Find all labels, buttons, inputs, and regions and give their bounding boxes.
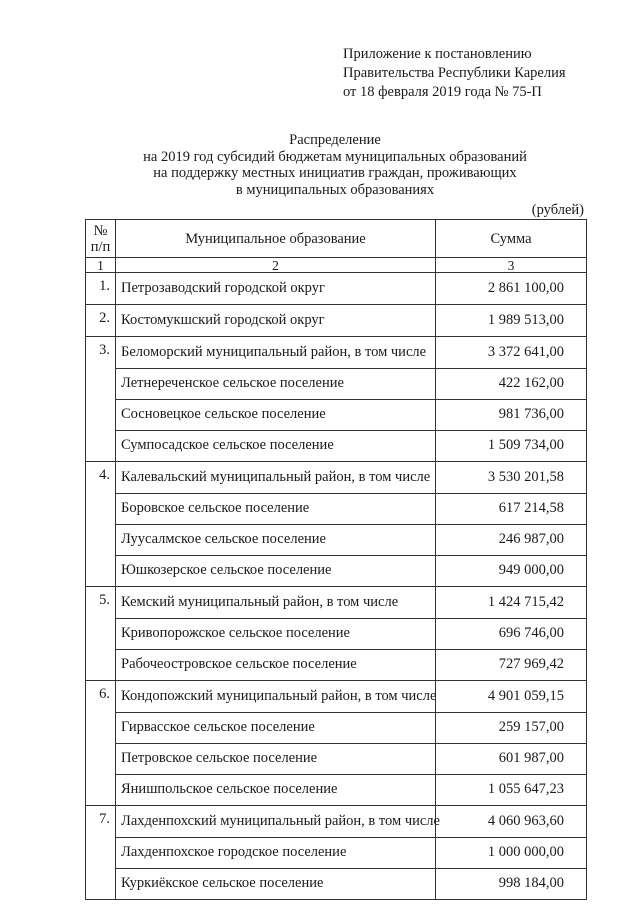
row-number: 4.: [86, 462, 116, 494]
row-sum: 4 060 963,60: [436, 806, 587, 838]
table-row: [86, 743, 587, 774]
row-sum: 1 055 647,23: [436, 774, 587, 806]
row-sum: 1 989 513,00: [436, 305, 587, 337]
row-name: Боровское сельское поселение: [116, 493, 436, 524]
table-row: [86, 618, 587, 649]
appendix-line: от 18 февраля 2019 года № 75-П: [343, 84, 542, 100]
title-line: на поддержку местных инициатив граждан, проживающих: [153, 165, 517, 181]
row-number: 7.: [86, 806, 116, 838]
row-sum: 949 000,00: [436, 555, 587, 587]
row-name: Куркиёкское сельское поселение: [116, 868, 436, 900]
table-row: [86, 868, 587, 900]
appendix-header: [343, 45, 566, 102]
appendix-line: Приложение к постановлению: [343, 46, 532, 62]
row-sum: 2 861 100,00: [436, 273, 587, 305]
row-number: 5.: [86, 587, 116, 619]
row-sum: 696 746,00: [436, 618, 587, 649]
table-row: [86, 587, 587, 619]
row-name: Летнереченское сельское поселение: [116, 368, 436, 399]
unit-label: (рублей): [531, 202, 584, 218]
table-row: [86, 649, 587, 681]
table-row: [86, 555, 587, 587]
document-title: [80, 132, 590, 198]
column-number: 1: [86, 258, 116, 273]
row-name: Сумпосадское сельское поселение: [116, 430, 436, 462]
table-row: [86, 837, 587, 868]
table-row: [86, 806, 587, 838]
row-sum: 727 969,42: [436, 649, 587, 681]
row-number: [86, 618, 116, 649]
row-number: [86, 524, 116, 555]
table-row: [86, 774, 587, 806]
row-number: [86, 399, 116, 430]
row-number: [86, 430, 116, 462]
table-row: [86, 305, 587, 337]
table-row: [86, 399, 587, 430]
row-number: [86, 868, 116, 900]
appendix-line: Правительства Республики Карелия: [343, 65, 566, 81]
row-number: [86, 774, 116, 806]
row-name: Гирвасское сельское поселение: [116, 712, 436, 743]
row-number: [86, 712, 116, 743]
table-row: [86, 712, 587, 743]
row-name: Петрозаводский городской округ: [116, 273, 436, 305]
row-sum: 246 987,00: [436, 524, 587, 555]
row-sum: 601 987,00: [436, 743, 587, 774]
subsidy-table: [85, 219, 587, 900]
table-row: [86, 681, 587, 713]
row-name: Кемский муниципальный район, в том числе: [116, 587, 436, 619]
table-row: [86, 337, 587, 369]
row-name: Янишпольское сельское поселение: [116, 774, 436, 806]
row-sum: 3 372 641,00: [436, 337, 587, 369]
row-sum: 1 509 734,00: [436, 430, 587, 462]
table-body: [86, 273, 587, 900]
row-sum: 259 157,00: [436, 712, 587, 743]
row-name: Костомукшский городской округ: [116, 305, 436, 337]
row-name: Лахденпохское городское поселение: [116, 837, 436, 868]
row-name: Луусалмское сельское поселение: [116, 524, 436, 555]
row-name: Лахденпохский муниципальный район, в том числе: [116, 806, 436, 838]
row-name: Калевальский муниципальный район, в том числе: [116, 462, 436, 494]
table-row: [86, 524, 587, 555]
row-sum: 1 000 000,00: [436, 837, 587, 868]
title-line: на 2019 год субсидий бюджетам муниципальных образований: [143, 148, 527, 165]
row-sum: 3 530 201,58: [436, 462, 587, 494]
title-line: в муниципальных образованиях: [235, 181, 435, 198]
row-name: Рабочеостровское сельское поселение: [116, 649, 436, 681]
table-row: [86, 462, 587, 494]
row-sum: 617 214,58: [436, 493, 587, 524]
table-row: [86, 273, 587, 305]
row-number: 2.: [86, 305, 116, 337]
row-number: [86, 555, 116, 587]
column-number: 3: [436, 258, 587, 273]
row-name: Беломорский муниципальный район, в том числе: [116, 337, 436, 369]
row-number: 1.: [86, 273, 116, 305]
table-row: [86, 493, 587, 524]
header-num: № п/п: [86, 220, 116, 258]
title-line: Распределение: [289, 132, 381, 148]
header-sum: Сумма: [436, 220, 587, 258]
row-number: [86, 493, 116, 524]
row-number: [86, 837, 116, 868]
row-number: [86, 649, 116, 681]
row-sum: 998 184,00: [436, 868, 587, 900]
row-sum: 4 901 059,15: [436, 681, 587, 713]
row-sum: 1 424 715,42: [436, 587, 587, 619]
column-number-row: [86, 258, 587, 273]
row-name: Петровское сельское поселение: [116, 743, 436, 774]
column-number: 2: [116, 258, 436, 273]
row-number: 6.: [86, 681, 116, 713]
row-name: Юшкозерское сельское поселение: [116, 555, 436, 587]
table-row: [86, 368, 587, 399]
row-sum: 981 736,00: [436, 399, 587, 430]
header-name: Муниципальное образование: [116, 220, 436, 258]
row-number: [86, 368, 116, 399]
row-name: Кондопожский муниципальный район, в том числе: [116, 681, 436, 713]
row-number: [86, 743, 116, 774]
row-name: Кривопорожское сельское поселение: [116, 618, 436, 649]
row-number: 3.: [86, 337, 116, 369]
row-name: Сосновецкое сельское поселение: [116, 399, 436, 430]
row-sum: 422 162,00: [436, 368, 587, 399]
table-row: [86, 430, 587, 462]
table-header-row: [86, 220, 587, 258]
